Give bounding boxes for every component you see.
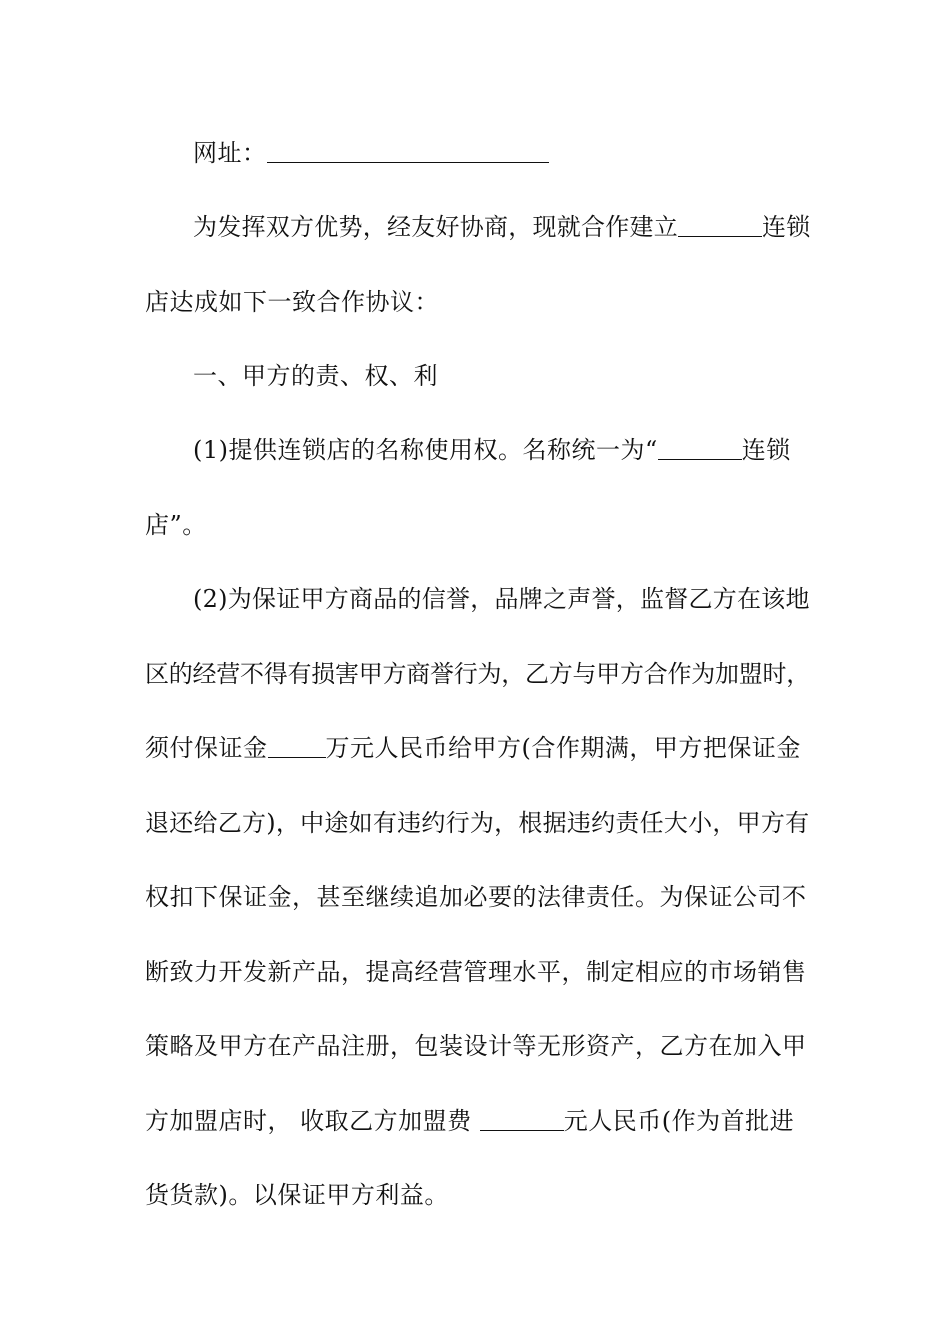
item2-line-2 <box>145 657 815 691</box>
item2-line-6 <box>145 955 815 989</box>
item2-text: 退还给乙方)，中途如有违约行为，根据违约责任大小，甲方有 <box>145 809 810 837</box>
item2-text: 须付保证金 <box>145 734 268 762</box>
franchise-fee-blank <box>480 1106 564 1131</box>
item2-line-8 <box>145 1104 815 1138</box>
intro-text-end: 连锁 <box>762 213 811 241</box>
item2-text: 货货款)。以保证甲方利益。 <box>145 1181 449 1209</box>
item2-text: 区的经营不得有损害甲方商誉行为，乙方与甲方合作为加盟时， <box>145 660 810 688</box>
deposit-amount-blank <box>268 733 326 758</box>
item2-text: 万元人民币给甲方(合作期满，甲方把保证金 <box>325 734 801 762</box>
intro-text: 为发挥双方优势，经友好协商，现就合作建立 <box>193 213 678 241</box>
item2-text: 权扣下保证金，甚至继续追加必要的法律责任。为保证公司不 <box>145 883 807 911</box>
url-label: 网址： <box>193 139 267 167</box>
item2-line-4 <box>145 806 815 840</box>
store-name-blank <box>658 435 742 460</box>
item2-line-5 <box>145 880 815 914</box>
chain-name-blank <box>678 212 762 237</box>
intro-text-cont: 店达成如下一致合作协议： <box>145 288 439 316</box>
item1-text-cont: 店”。 <box>145 511 207 539</box>
item2-text: 方加盟店时， 收取乙方加盟费 <box>145 1107 480 1135</box>
url-line <box>193 136 815 170</box>
item1-line-2 <box>145 508 815 542</box>
item2-text: (2)为保证甲方商品的信誉，品牌之声誉，监督乙方在该地 <box>193 585 810 613</box>
item2-text: 元人民币(作为首批进 <box>563 1107 795 1135</box>
intro-line-2 <box>145 285 815 319</box>
item1-text: (1)提供连锁店的名称使用权。名称统一为“ <box>193 436 658 464</box>
intro-line-1 <box>193 210 815 244</box>
item2-text: 断致力开发新产品，提高经营管理水平，制定相应的市场销售 <box>145 958 807 986</box>
item1-text-end: 连锁 <box>741 436 791 464</box>
section-heading-text: 一、甲方的责、权、利 <box>193 362 438 390</box>
item2-line-1 <box>193 582 815 616</box>
item2-line-7 <box>145 1029 815 1063</box>
url-blank <box>267 138 549 163</box>
item2-text: 策略及甲方在产品注册，包装设计等无形资产，乙方在加入甲 <box>145 1032 807 1060</box>
section-heading <box>193 359 815 393</box>
item2-line-9 <box>145 1178 815 1212</box>
item2-line-3 <box>145 731 815 765</box>
item1-line-1 <box>193 433 815 467</box>
